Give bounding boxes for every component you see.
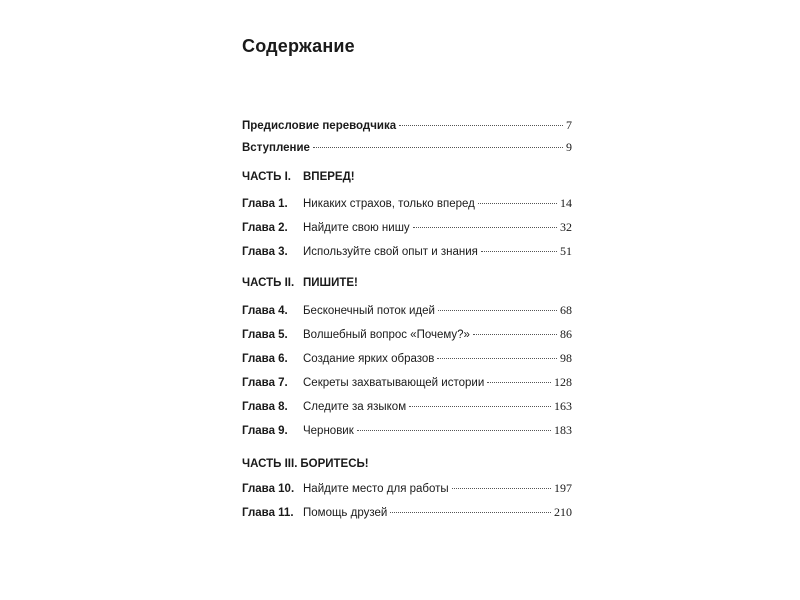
entry-title: Бесконечный поток идей (303, 305, 435, 317)
toc-entry-chapter-6[interactable] (242, 349, 572, 367)
toc-entry-chapter-11[interactable] (242, 503, 572, 521)
dot-leader (473, 334, 557, 335)
page-number: 210 (554, 505, 572, 519)
dot-leader (487, 382, 551, 383)
chapter-label: Глава 4. (242, 305, 288, 317)
dot-leader (357, 430, 551, 431)
entry-title: Волшебный вопрос «Почему?» (303, 329, 470, 341)
chapter-label: Глава 9. (242, 425, 288, 437)
dot-leader (438, 310, 557, 311)
entry-title: Помощь друзей (303, 507, 388, 519)
part-label: ЧАСТЬ I. (242, 171, 291, 183)
page-number: 14 (560, 196, 572, 210)
toc-entry-chapter-9[interactable] (242, 421, 572, 439)
page-number: 197 (554, 481, 572, 495)
part-title: ВПЕРЕД! (303, 171, 355, 183)
toc-entry-chapter-8[interactable] (242, 397, 572, 415)
entry-title: Предисловие переводчика (242, 120, 397, 132)
chapter-label: Глава 8. (242, 401, 288, 413)
page-title: Содержание (242, 36, 355, 56)
entry-title: Создание ярких образов (303, 353, 435, 365)
page-number: 98 (560, 351, 572, 365)
page-number: 32 (560, 220, 572, 234)
dot-leader (390, 512, 551, 513)
toc-entry-preface[interactable] (242, 116, 572, 134)
dot-leader (452, 488, 551, 489)
chapter-label: Глава 7. (242, 377, 288, 389)
part-label: ЧАСТЬ II. (242, 277, 295, 289)
page-number: 163 (554, 399, 572, 413)
toc-entry-chapter-2[interactable] (242, 218, 572, 236)
chapter-label: Глава 10. (242, 483, 295, 495)
dot-leader (481, 251, 557, 252)
dot-leader (437, 358, 557, 359)
chapter-label: Глава 5. (242, 329, 288, 341)
entry-title: Найдите свою нишу (303, 222, 410, 234)
dot-leader (478, 203, 557, 204)
dot-leader (413, 227, 557, 228)
part-heading-2 (242, 274, 358, 292)
toc-entry-chapter-4[interactable] (242, 301, 572, 319)
dot-leader (409, 406, 551, 407)
chapter-label: Глава 11. (242, 507, 294, 519)
page-number: 9 (566, 140, 572, 154)
toc-entry-chapter-1[interactable] (242, 194, 572, 212)
dot-leader (399, 125, 563, 126)
chapter-label: Глава 2. (242, 222, 288, 234)
entry-title: Вступление (242, 142, 310, 154)
dot-leader (313, 147, 563, 148)
part-heading-3 (242, 455, 369, 473)
page-number: 7 (566, 118, 572, 132)
page-number: 68 (560, 303, 572, 317)
entry-title: Секреты захватывающей истории (303, 377, 485, 389)
part-title: ПИШИТЕ! (303, 277, 358, 289)
entry-title: Черновик (303, 425, 354, 437)
toc-entry-chapter-10[interactable] (242, 479, 572, 497)
page-number: 51 (560, 244, 572, 258)
toc-entry-chapter-3[interactable] (242, 242, 572, 260)
toc-entry-introduction[interactable] (242, 138, 572, 156)
toc-entry-chapter-5[interactable] (242, 325, 572, 343)
page-number: 86 (560, 327, 572, 341)
chapter-label: Глава 1. (242, 198, 288, 210)
part-heading-1 (242, 168, 355, 186)
chapter-label: Глава 6. (242, 353, 288, 365)
part-label: ЧАСТЬ III. (242, 458, 298, 470)
chapter-label: Глава 3. (242, 246, 288, 258)
page-number: 128 (554, 375, 572, 389)
entry-title: Следите за языком (303, 401, 407, 413)
part-title: БОРИТЕСЬ! (300, 458, 369, 470)
entry-title: Никаких страхов, только вперед (303, 198, 475, 210)
entry-title: Найдите место для работы (303, 483, 449, 495)
entry-title: Используйте свой опыт и знания (303, 246, 478, 258)
page-number: 183 (554, 423, 572, 437)
toc-entry-chapter-7[interactable] (242, 373, 572, 391)
